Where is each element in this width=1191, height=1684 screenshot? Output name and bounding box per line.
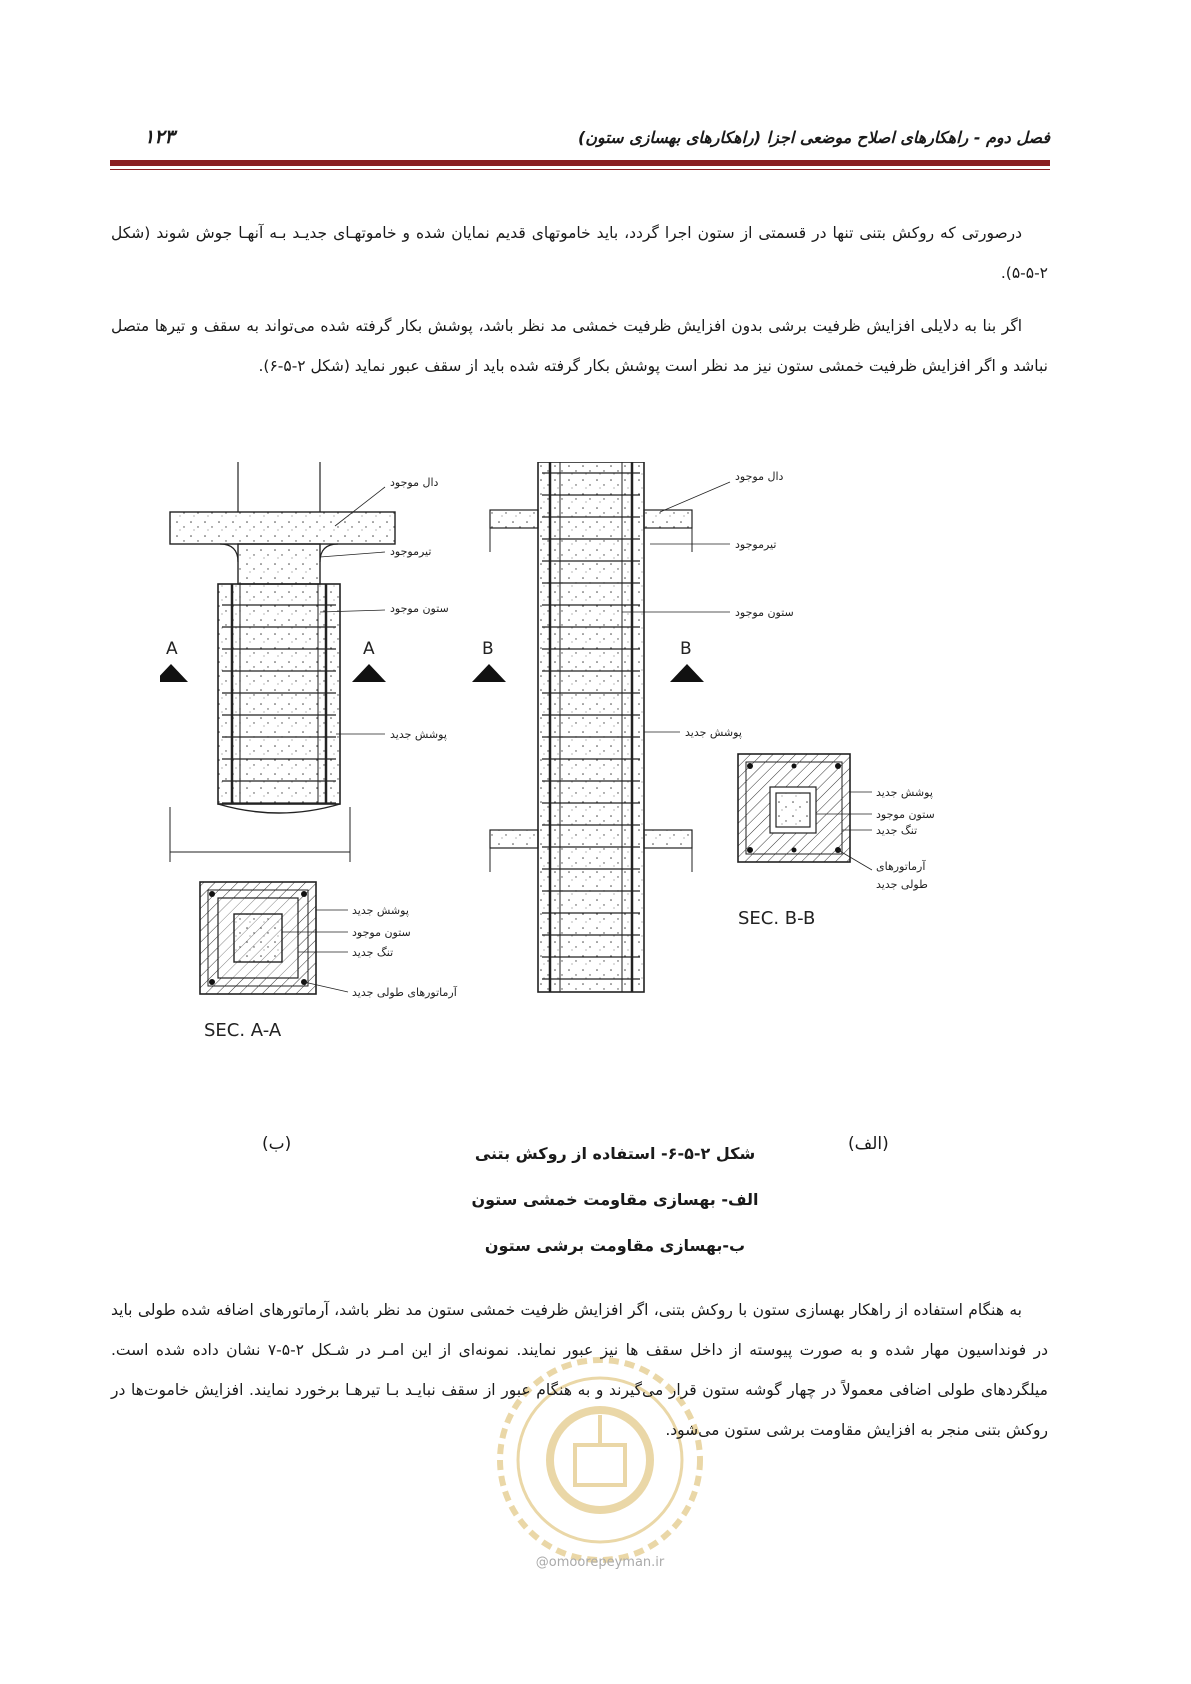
paragraph-1: درصورتی که روکش بتنی تنها در قسمتی از ستون اجرا گردد، باید خاموتهای قدیم نمایان شده و خاموتهـای جدیـد بـه آنهـا جوش شوند (شکل ۲-۵-۵).	[111, 224, 1048, 282]
sec-b-label-2: ستون موجود	[876, 808, 935, 821]
sec-b-label-3: تنگ جدید	[876, 824, 918, 837]
sec-a-title: SEC. A-A	[204, 1020, 282, 1041]
chapter-title: فصل دوم - راهکارهای اصلاح موضعی اجزا (راهکارهای بهسازی ستون)	[577, 128, 1050, 147]
section-b-b	[738, 754, 935, 929]
left-beam-label: تیرموجود	[390, 545, 432, 558]
paragraph-3: به هنگام استفاده از راهکار بهسازی ستون با روکش بتنی، اگر افزایش ظرفیت خمشی ستون مد نظر باشد، آرماتورهای اضافه شده طولی باید در فونداسیون مهار شده و به صورت پیوسته از داخل سقف ها نیز عبور نمایند. نمونه‌ای از این امـر در شـکل ۲-۵-۷ نشان داده شده است. میلگردهای طولی اضافی معمولاً در چهار گوشه ستون قرار می‌گیرند و به هنگام عبور از سقف نبایـد بـا تیرهـا برخورد نمایند. افزایش خاموت‌ها در روکش بتنی منجر به افزایش مقاومت برشی ستون می‌شود.	[111, 1301, 1049, 1439]
marker-b-left: B	[482, 639, 494, 659]
left-slab-label: دال موجود	[390, 476, 439, 489]
paragraph-2: اگر بنا به دلایلی افزایش ظرفیت برشی بدون افزایش ظرفیت خمشی مد نظر باشد، پوشش بکار گرفته شده می‌تواند به سقف و تیرها متصل نباشد و اگر افزایش ظرفیت خمشی ستون نیز مد نظر است پوشش بکار گرفته شده باید از سقف عبور نماید (شکل ۲-۵-۶).	[111, 317, 1048, 375]
right-beam-label: تیرموجود	[735, 538, 777, 551]
header-rule-thin	[110, 169, 1050, 170]
sec-a-label-2: ستون موجود	[352, 926, 411, 939]
sec-b-label-4: آرماتورهای	[876, 860, 926, 873]
figure-caption-b: ب-بهسازی مقاومت برشی ستون	[484, 1236, 746, 1255]
figure-caption-title: شکل ۲-۵-۶- استفاده از روکش بتنی	[474, 1144, 756, 1163]
marker-a-left: A	[166, 639, 178, 659]
right-column-label: ستون موجود	[735, 606, 794, 619]
sub-label-b: (ب)	[262, 1134, 292, 1154]
marker-a-right: A	[363, 639, 375, 659]
sec-a-label-4: آرماتورهای طولی جدید	[352, 986, 457, 999]
sec-b-title: SEC. B-B	[738, 908, 816, 929]
right-slab-label: دال موجود	[735, 470, 784, 483]
marker-b-right: B	[680, 639, 692, 659]
left-column-label: ستون موجود	[390, 602, 449, 615]
page-header	[110, 126, 1050, 156]
page-number: ۱۲۳	[144, 126, 175, 148]
left-elevation	[160, 462, 449, 862]
sec-b-label-5: طولی جدید	[876, 878, 928, 891]
sec-b-label-1: پوشش جدید	[876, 786, 933, 799]
right-jacket-label: پوشش جدید	[685, 726, 742, 739]
figure-caption-alef: الف- بهسازی مقاومت خمشی ستون	[471, 1190, 759, 1209]
sub-label-alef: (الف)	[848, 1134, 889, 1154]
left-jacket-label: پوشش جدید	[390, 728, 447, 741]
column-jacket-figure	[160, 462, 1010, 1124]
sec-a-label-1: پوشش جدید	[352, 904, 409, 917]
sec-a-label-3: تنگ جدید	[352, 946, 394, 959]
header-rule	[110, 160, 1050, 166]
section-a-a	[200, 882, 458, 1041]
watermark-site: @omoorepeyman.ir	[535, 1555, 665, 1570]
